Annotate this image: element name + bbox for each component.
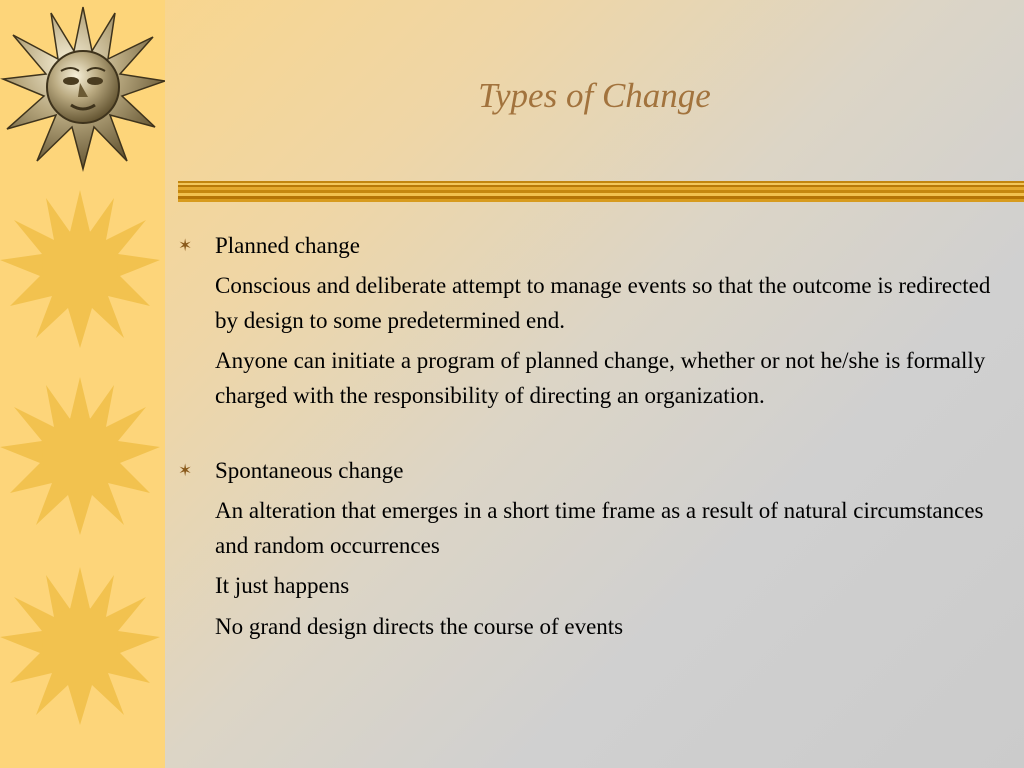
paragraph: Anyone can initiate a program of planned change, whether or not he/she is formally charged with the responsibility of directing an organization. <box>215 348 986 408</box>
section-heading-spontaneous: Spontaneous change <box>215 458 404 483</box>
paragraph: Conscious and deliberate attempt to manage events so that the outcome is redirected by design to some predetermined end. <box>215 273 991 333</box>
bullet-star-icon: ✶ <box>178 236 193 255</box>
paragraph: No grand design directs the course of events <box>215 614 624 639</box>
paragraph: An alteration that emerges in a short time frame as a result of natural circumstances and random occurrences <box>215 498 984 558</box>
bullet-star-icon: ✶ <box>178 461 193 480</box>
paragraph: It just happens <box>215 573 350 598</box>
slide-title: Types of Change <box>478 76 711 115</box>
section-heading-planned: Planned change <box>215 233 360 258</box>
